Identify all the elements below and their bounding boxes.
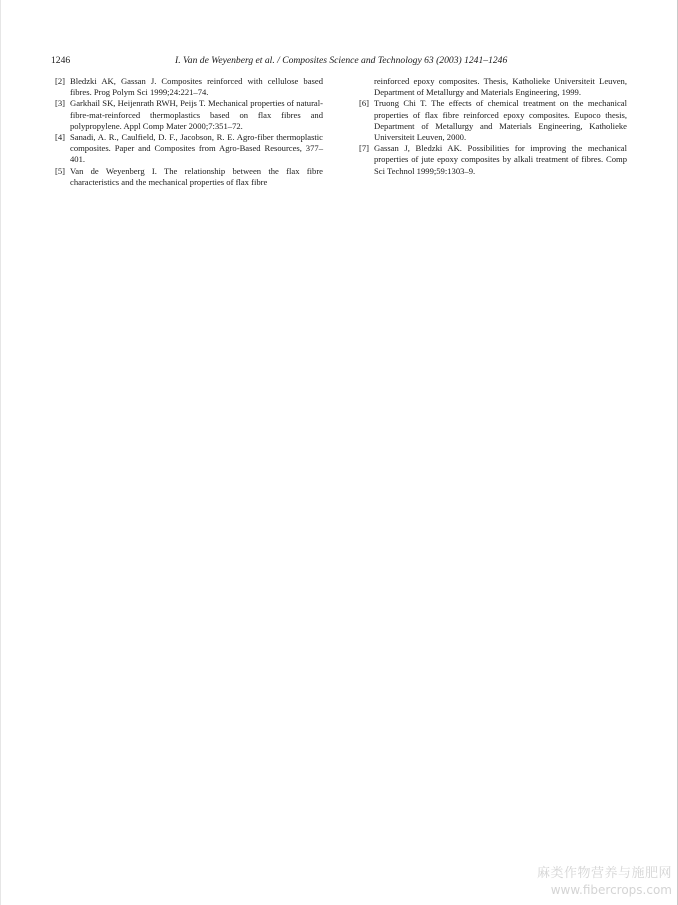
reference-continuation: reinforced epoxy composites. Thesis, Katholieke Universiteit Leuven, Department of Metallurgy and Materials Engineering, 1999. [374, 76, 627, 98]
reference-text: Bledzki AK, Gassan J. Composites reinforced with cellulose based fibres. Prog Polym Sci 1999;24:221–74. [70, 76, 323, 98]
reference-entry [355, 98, 627, 143]
reference-number: [5] [55, 165, 66, 176]
reference-entry [355, 143, 627, 177]
reference-text: Truong Chi T. The effects of chemical treatment on the mechanical properties of flax fibre reinforced epoxy composites. Eupoco thesis, Department of Metallurgy and Materials Engineering, Katholieke Universiteit Leuven, 2000. [374, 98, 627, 143]
reference-text: Garkhail SK, Heijenrath RWH, Peijs T. Mechanical properties of natural-fibre-mat-reinforced thermoplastics based on flax fibres and polypropylene. Appl Comp Mater 2000;7:351–72. [70, 98, 323, 131]
watermark [537, 865, 672, 899]
reference-number: [2] [55, 76, 66, 86]
reference-text: Van de Weyenberg I. The relationship between the flax fibre characteristics and the mechanical properties of flax fibre [70, 165, 323, 187]
references-right-column [355, 76, 627, 177]
reference-entry [51, 98, 323, 132]
references-left-column [51, 76, 323, 188]
reference-text: Gassan J, Bledzki AK. Possibilities for improving the mechanical properties of jute epoxy composites by alkali treatment of fibres. Comp Sci Technol 1999;59:1303–9. [374, 143, 627, 176]
reference-number: [3] [55, 98, 66, 109]
reference-text: Sanadi, A. R., Caulfield, D. F., Jacobson, R. E. Agro-fiber thermoplastic composites. Paper and Composites from Agro-Based Resources, 377–401. [70, 132, 323, 165]
reference-entry [51, 76, 323, 98]
reference-entry [51, 166, 323, 188]
reference-number: [7] [359, 143, 370, 154]
watermark-site-name: 麻类作物营养与施肥网 [536, 866, 672, 881]
running-head [51, 54, 627, 68]
reference-number: [4] [55, 132, 66, 143]
journal-citation-header: I. Van de Weyenberg et al. / Composites Science and Technology 63 (2003) 1241–1246 [175, 55, 508, 66]
page-number: 1246 [51, 55, 71, 66]
reference-number: [6] [359, 98, 370, 109]
reference-entry [51, 132, 323, 166]
page-left-edge [0, 0, 1, 905]
watermark-url: www.fibercrops.com [550, 883, 672, 897]
